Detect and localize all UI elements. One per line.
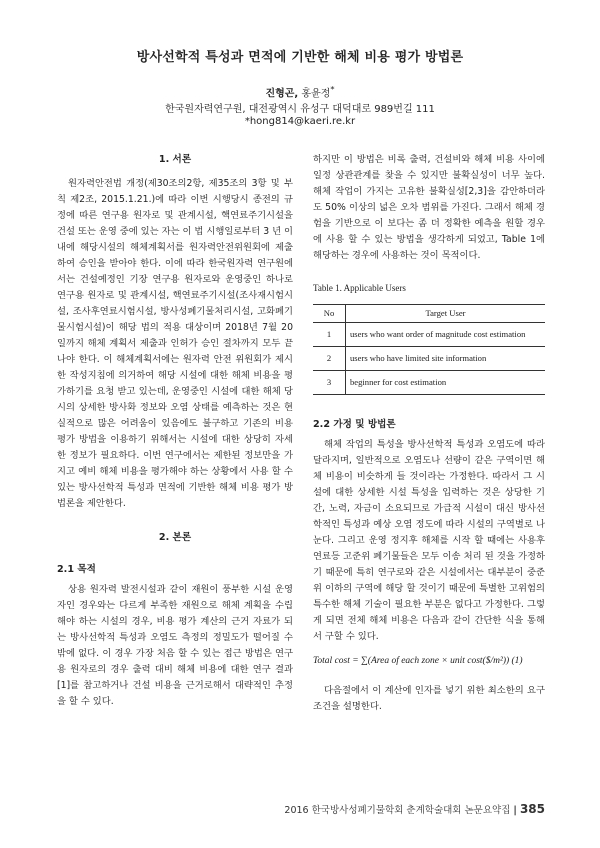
section-2-1-continued: 하지만 이 방법은 비록 출력, 건설비와 해체 비용 사이에 일정 상관관계를 찾을 수 있지만 불확실성이 너무 높다. 해체 작업이 가지는 고유한 불확실성[2,3]을 감안하더라도 50% 이상의 넓은 오차 범위를 가진다. 그래서 해체 경험을 기반으로 이 보다는 좀 더 정확한 예측을 원할 경우에 사용 할 수 있는 방법을 생각하게 되었고, Table 1에 해당하는 경우에 사용하는 것이 목적이다. <box>313 154 545 261</box>
table-1-caption: Table 1. Applicable Users <box>313 283 406 293</box>
table-row <box>313 323 545 347</box>
table-cell-user: beginner for cost estimation <box>346 371 546 395</box>
table-cell-no: 2 <box>313 347 346 371</box>
table-cell-no: 3 <box>313 371 346 395</box>
footer-separator: | <box>513 805 517 816</box>
right-column <box>313 152 545 715</box>
section-2-2-closing: 다음절에서 이 계산에 인자를 넣기 위한 최소한의 요구조건을 설명한다. <box>313 685 545 712</box>
author-name: 진형곤, <box>265 88 299 100</box>
section-2-1-title: 2.1 목적 <box>57 564 96 575</box>
cost-formula: Total cost = ∑(Area of each zone × unit cost($/m²)) (1) <box>313 656 523 666</box>
affiliation: 한국원자력연구원, 대전광역시 유성구 대덕대로 989번길 111 <box>165 104 435 115</box>
table-header-no: No <box>313 305 346 323</box>
table-cell-user: users who want order of magnitude cost estimation <box>346 323 546 347</box>
left-column <box>57 152 293 710</box>
section-2-1-paragraph: 상용 원자력 발전시설과 같이 재원이 풍부한 시설 운영자인 경우와는 다르게 부족한 재원으로 해체 계획을 수립해야 하는 시설의 경우, 비용 평가 계산의 근거 자료가 되는 방사선학적 특성과 오염도 측정의 정밀도가 떨어질 수밖에 없다. 이 경우 가장 처음 할 수 있는 접근 방법은 연구용 원자로의 경우 출력 대비 해체 비용에 대한 연구 결과[1]를 참고하거나 건설 비용을 근거로해서 대략적인 추정을 할 수 있다. <box>57 584 293 707</box>
section-2-title: 2. 본론 <box>158 532 192 543</box>
table-header-target-user: Target User <box>346 305 546 323</box>
table-cell-no: 1 <box>313 323 346 347</box>
page-number: 385 <box>519 802 545 816</box>
coauthor-name: 홍윤정 <box>301 88 331 100</box>
table-row <box>313 347 545 371</box>
table-1 <box>313 304 545 395</box>
section-1-paragraph: 원자력안전법 개정(제30조의2항, 제35조의 3항 및 부칙 제2조, 2015.1.21.)에 따라 이번 시행당시 종전의 규정에 따른 연구용 원자로 및 관계시설, 핵연료주기시설을 건설 또는 운영 중에 있는 자는 이 법 시행일로부터 3 년 이내에 해당시설의 해체계획서를 원자력안전위원회에 제출하여 승인을 받아야 한다. 이에 따라 한국원자력 연구원에서는 건설예정인 기장 연구용 원자로와 운영중인 하나로 연구용 원자로 및 관계시설, 핵연료주기시설(조사재시험시설, 조사후연료시험시설, 방사성폐기물처리시설, 고화폐기물시험시설)이 해당 법의 적용 대상이며 2018년 7월 20일까지 해체 계획서 제출과 인허가 승인 절차까지 모두 끝나야 한다. 이 해체계획서에는 원자력 안전 위원회가 제시한 작성지침에 의거하여 해당 시설에 대한 해체 비용을 평가하기를 요청 받고 있는데, 운영중인 시설에 대한 해체 당시의 상세한 방사화 정보와 오염 상태를 예측하는 것은 현실적으로 많은 어려움이 있음에도 불구하고 기존의 비용 평가 방법을 이용하기 위해서는 시설에 대한 상당히 자세한 정보가 필요하다. 이번 연구에서는 제한된 정보만을 가지고 예비 해체 비용을 평가해야 하는 상황에서 사용 할 수 있는 방사선학적 특성과 면적에 기반한 해체 비용 평가 방법론을 제안한다. <box>57 178 294 509</box>
section-1-title: 1. 서론 <box>158 154 192 165</box>
email: *hong814@kaeri.re.kr <box>244 116 356 127</box>
section-2-2-title: 2.2 가정 및 방법론 <box>313 419 396 430</box>
author-line <box>0 84 600 99</box>
page-footer <box>284 802 545 816</box>
paper-title: 방사선학적 특성과 면적에 기반한 해체 비용 평가 방법론 <box>136 50 464 65</box>
footer-text: 2016 한국방사성폐기물학회 춘계학술대회 논문요약집 <box>284 805 511 816</box>
corresponding-mark: * <box>330 84 335 94</box>
table-cell-user: users who have limited site information <box>346 347 546 371</box>
table-row <box>313 371 545 395</box>
section-2-2-paragraph: 해체 작업의 특성을 방사선학적 특성과 오염도에 따라 달라지며, 일반적으로 오염도나 선량이 같은 구역이면 해체 비용이 비슷하게 들 것이라는 가정한다. 따라서 그 시설에 대한 상세한 시설 특성을 입력하는 것은 상당한 기간, 노력, 자금이 소요되므로 가급적 시설이 대신 방사선학적인 특성과 예상 오염 정도에 따라 시설의 구역별로 나눈다. 그리고 운영 정지후 해체를 시작 할 때에는 사용후 연료등 고준위 폐기물들은 모두 이송 처리 된 것을 가정하기 때문에 특히 연구로와 같은 시설에서는 대부분이 중준위 이하의 구역에 해당 할 것이기 때문에 특별한 고위험의 특수한 해체 기술이 필요한 부분은 없다고 가정한다. 그렇게 되면 전체 해체 비용은 다음과 같이 간단한 식을 통해서 구할 수 있다. <box>313 439 545 642</box>
